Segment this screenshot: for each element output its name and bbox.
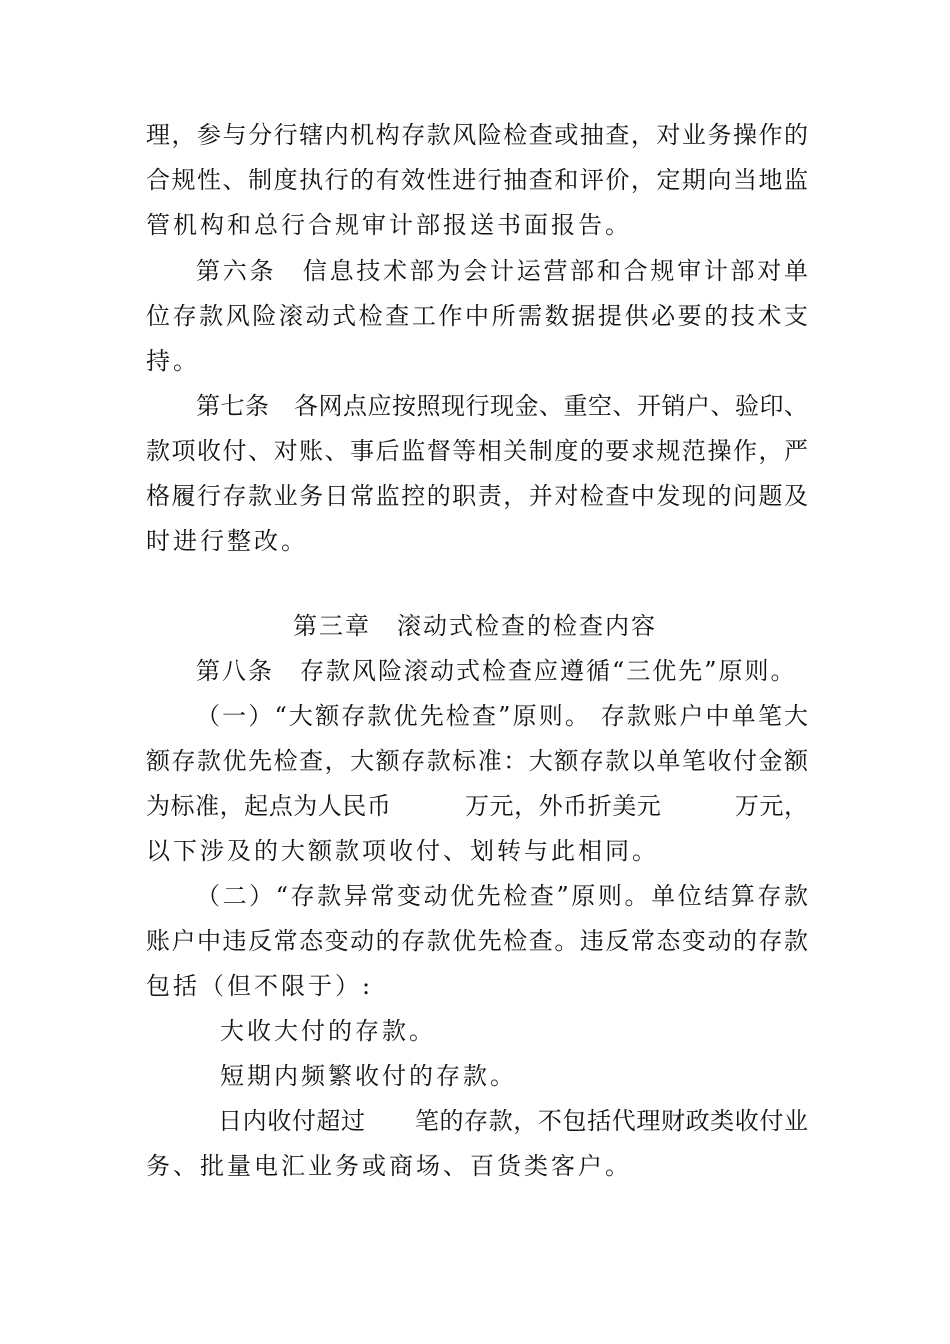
list-item: 日内收付超过 笔的存款，不包括代理财政类收付业 <box>218 1107 808 1135</box>
text-line: 合规性、制度执行的有效性进行抽查和评价，定期向当地监 <box>146 166 808 194</box>
text-line: 位存款风险滚动式检查工作中所需数据提供必要的技术支 <box>146 302 808 330</box>
article-7-heading-line: 第七条 各网点应按照现行现金、重空、开销户、验印、 <box>196 392 808 420</box>
text-line: 时进行整改。 <box>146 527 308 555</box>
text-line: 为标准，起点为人民币 万元，外币折美元 万元， <box>146 792 808 820</box>
text-line: 额存款优先检查，大额存款标准：大额存款以单笔收付金额 <box>146 747 808 775</box>
chapter-heading: 第三章 滚动式检查的检查内容 <box>293 612 657 640</box>
article-8-heading-line: 第八条 存款风险滚动式检查应遵循“三优先”原则。 <box>196 657 797 685</box>
text-line: 务、批量电汇业务或商场、百货类客户。 <box>146 1152 632 1180</box>
text-line: 包括（但不限于）: <box>146 972 374 1000</box>
text-line: 格履行存款业务日常监控的职责，并对检查中发现的问题及 <box>146 482 808 510</box>
text-line: 款项收付、对账、事后监督等相关制度的要求规范操作，严 <box>146 437 808 465</box>
text-line: 理，参与分行辖内机构存款风险检查或抽查，对业务操作的 <box>146 121 808 149</box>
list-item: 大收大付的存款。 <box>220 1017 436 1045</box>
text-line: 以下涉及的大额款项收付、划转与此相同。 <box>146 837 659 865</box>
text-line: 持。 <box>146 347 200 375</box>
text-line: 账户中违反常态变动的存款优先检查。违反常态变动的存款 <box>146 927 808 955</box>
clause-2-line: （二）“存款异常变动优先检查”原则。单位结算存款 <box>196 882 808 910</box>
text-line: 管机构和总行合规审计部报送书面报告。 <box>146 211 632 239</box>
article-6-heading-line: 第六条 信息技术部为会计运营部和合规审计部对单 <box>196 257 808 285</box>
list-item: 短期内频繁收付的存款。 <box>220 1062 517 1090</box>
clause-1-line: （一）“大额存款优先检查”原则。 存款账户中单笔大 <box>196 702 808 730</box>
